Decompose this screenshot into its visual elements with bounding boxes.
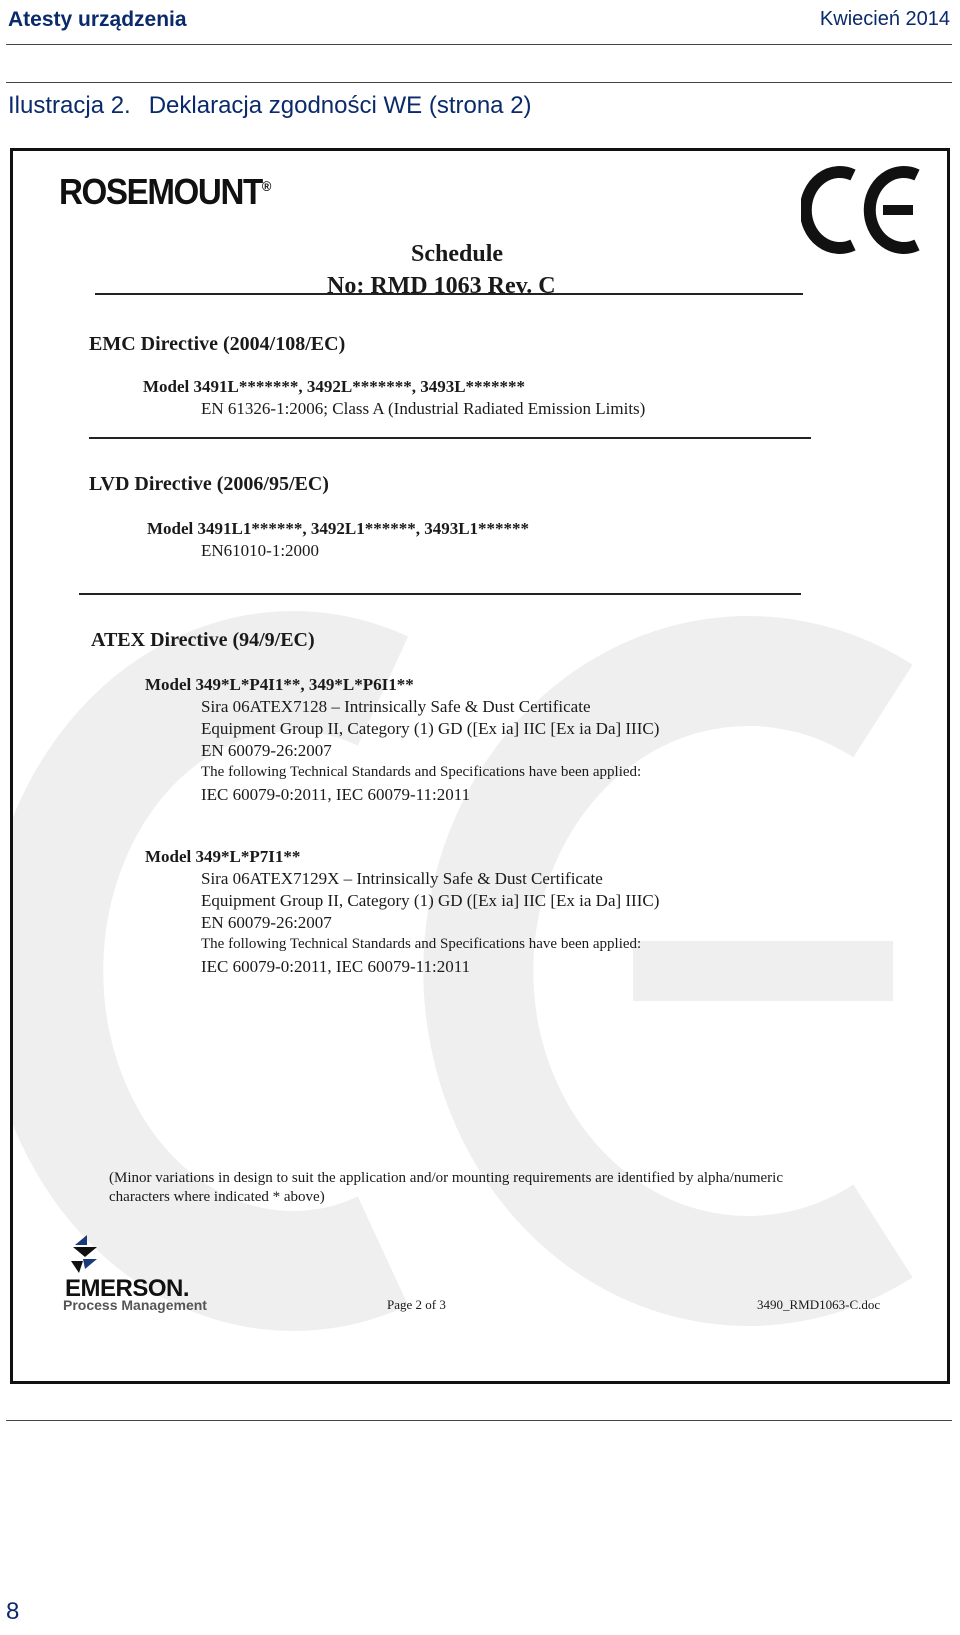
header-date: Kwiecień 2014 [819,8,950,30]
caption-divider [6,82,952,83]
atex-following-1: The following Technical Standards and Specifications have been applied: [201,764,642,780]
emc-model: Model 3491L*******, 3492L*******, 3493L******* [143,377,526,396]
schedule-number: No: RMD 1063 Rev. C [327,273,556,299]
lvd-model: Model 3491L1******, 3492L1******, 3493L1****** [147,519,530,538]
emc-standard: EN 61326-1:2006; Class A (Industrial Radiated Emission Limits) [201,399,646,418]
divider [95,293,803,295]
emc-heading: EMC Directive (2004/108/EC) [89,333,346,355]
caption-text: Deklaracja zgodności WE (strona 2) [148,92,532,119]
schedule-title: Schedule [411,241,504,267]
scanned-document [10,148,950,1384]
atex-iec-1: IEC 60079-0:2011, IEC 60079-11:2011 [201,785,471,804]
atex-following-2: The following Technical Standards and Specifications have been applied: [201,936,642,952]
lvd-heading: LVD Directive (2006/95/EC) [89,473,329,495]
divider [89,437,811,439]
page-number: 8 [6,1598,20,1625]
atex-cert-2: Sira 06ATEX7129X – Intrinsically Safe & Dust Certificate [201,869,603,888]
document-page-indicator: Page 2 of 3 [387,1297,446,1312]
footer-divider [6,1420,952,1421]
figure-caption [8,92,532,120]
rosemount-logo: ROSEMOUNT® [59,171,270,212]
emerson-logo-icon [65,1233,105,1275]
header-title: Atesty urządzenia [8,8,187,31]
atex-equipment-2: Equipment Group II, Category (1) GD ([Ex ia] IIC [Ex ia Da] IIIC) [201,891,660,910]
divider [79,593,801,595]
variation-note: (Minor variations in design to suit the application and/or mounting requirements are identified by alpha/numeric characters where indicated * above) [109,1170,783,1205]
lvd-standard: EN61010-1:2000 [201,541,320,560]
caption-label: Ilustracja 2. [8,92,131,119]
atex-model-2: Model 349*L*P7I1** [145,847,301,866]
emerson-wordmark: EMERSON. [65,1275,190,1302]
atex-iec-2: IEC 60079-0:2011, IEC 60079-11:2011 [201,957,471,976]
ce-mark-icon [801,165,923,255]
atex-equipment-1: Equipment Group II, Category (1) GD ([Ex ia] IIC [Ex ia Da] IIIC) [201,719,660,738]
atex-en-1: EN 60079-26:2007 [201,741,332,760]
atex-en-2: EN 60079-26:2007 [201,913,332,932]
atex-heading: ATEX Directive (94/9/EC) [91,629,315,651]
atex-model-1: Model 349*L*P4I1**, 349*L*P6I1** [145,675,414,694]
header-divider [6,44,952,45]
document-filename: 3490_RMD1063-C.doc [757,1297,881,1312]
process-management-label: Process Management [63,1297,207,1313]
atex-cert-1: Sira 06ATEX7128 – Intrinsically Safe & Dust Certificate [201,697,591,716]
